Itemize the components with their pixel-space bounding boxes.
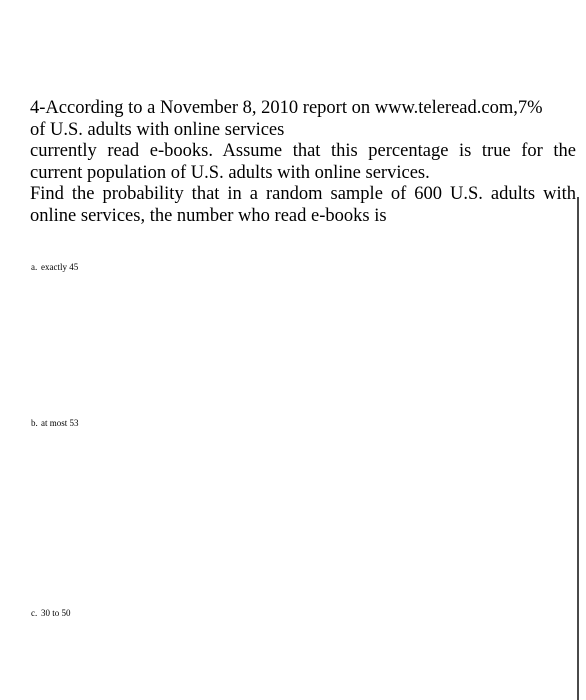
- question-line-6: online services, the number who read e-books is: [30, 205, 387, 226]
- option-a-text: exactly 45: [41, 262, 79, 272]
- option-b-text: at most 53: [41, 418, 79, 428]
- question-line-1: 4-According to a November 8, 2010 report on www.teleread.com,7%: [30, 98, 543, 118]
- question-line-2: of U.S. adults with online services: [30, 119, 285, 140]
- option-b-marker: b.: [31, 418, 38, 428]
- vertical-divider: [577, 197, 579, 700]
- question-line-4: current population of U.S. adults with online services.: [30, 162, 430, 183]
- option-a-marker: a.: [31, 262, 38, 272]
- option-c-marker: c.: [31, 608, 38, 618]
- question-line-3: currently read e-books. Assume that this percentage is true for the: [30, 141, 576, 161]
- option-a: [31, 262, 78, 273]
- option-c: [31, 608, 71, 619]
- option-b: [31, 418, 79, 429]
- question-line-5: Find the probability that in a random sample of 600 U.S. adults with: [30, 184, 576, 204]
- question-text: [30, 98, 578, 227]
- option-c-text: 30 to 50: [41, 608, 71, 618]
